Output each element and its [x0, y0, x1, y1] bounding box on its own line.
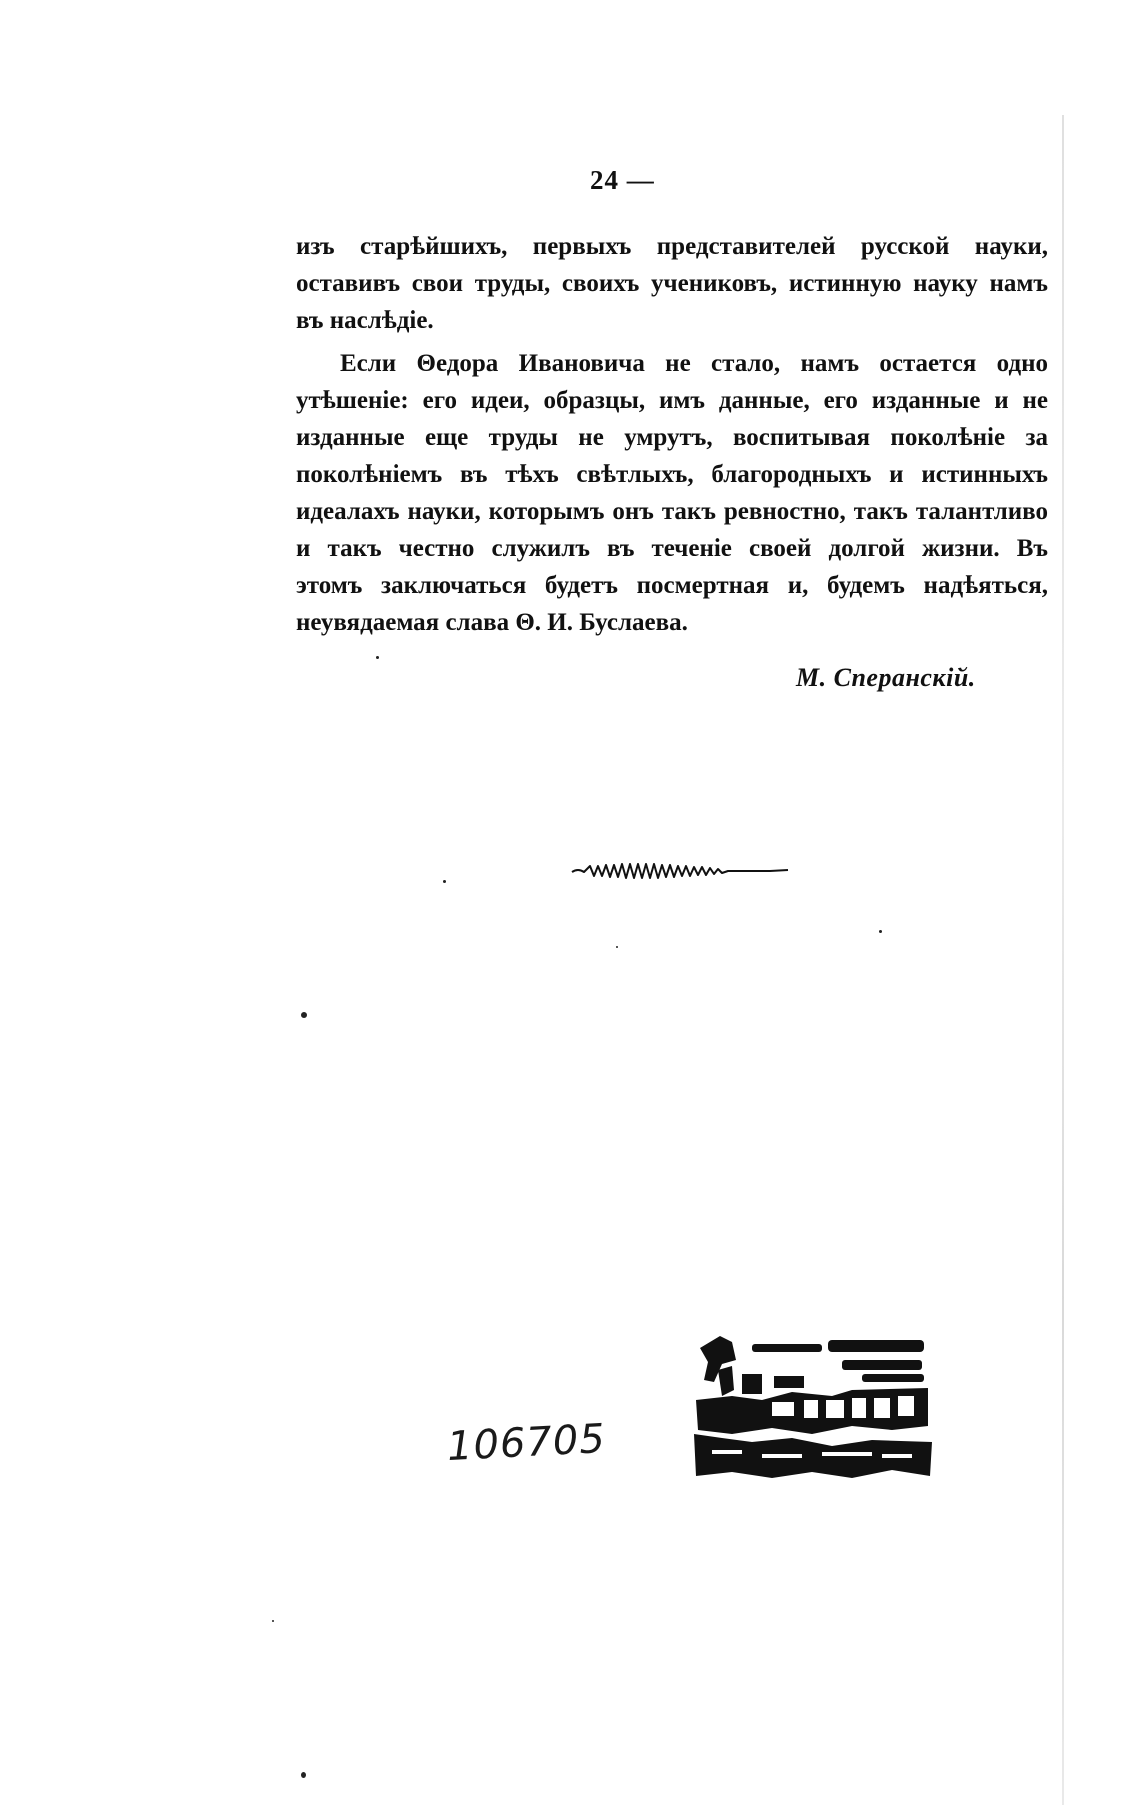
page-number: 24 —	[590, 165, 655, 195]
text-line: и такъ честно служилъ въ теченіе своей долгой жизни. Въ	[296, 535, 1048, 562]
author-signature: М. Сперанскій.	[796, 663, 976, 692]
text-line: идеалахъ науки, которымъ онъ такъ ревностно, такъ талантливо	[296, 498, 1048, 525]
handwritten-inventory-number: 106705	[445, 1415, 607, 1471]
scan-speck	[301, 1772, 306, 1778]
scan-speck	[272, 1620, 274, 1622]
paragraph-2	[296, 345, 1048, 641]
text-line: Если Θедора Ивановича не стало, намъ остается одно	[340, 350, 1048, 377]
scan-margin-line	[1062, 115, 1064, 1805]
text-line: этомъ заключаться будетъ посмертная и, будемъ надѣяться,	[296, 572, 1048, 599]
scan-speck	[376, 656, 379, 659]
scan-speck	[879, 930, 882, 933]
body-text	[296, 228, 1048, 641]
scan-speck	[616, 946, 618, 948]
text-line: изданные еще труды не умрутъ, воспитывая поколѣніе за	[296, 424, 1048, 451]
paragraph-1	[296, 228, 1048, 339]
decorative-divider	[570, 858, 790, 882]
text-line: въ наслѣдіе.	[296, 307, 434, 334]
scan-speck	[301, 1012, 307, 1018]
text-line: утѣшеніе: его идеи, образцы, имъ данные, его изданные и не	[296, 387, 1048, 414]
text-line: изъ старѣйшихъ, первыхъ представителей русской науки,	[296, 233, 1048, 260]
text-line: неувядаемая слава Θ. И. Буслаева.	[296, 609, 688, 636]
library-stamp	[692, 1330, 934, 1480]
text-line: поколѣніемъ въ тѣхъ свѣтлыхъ, благородныхъ и истинныхъ	[296, 461, 1048, 488]
text-line: оставивъ свои труды, своихъ учениковъ, истинную науку намъ	[296, 270, 1048, 297]
scan-speck	[443, 880, 446, 883]
